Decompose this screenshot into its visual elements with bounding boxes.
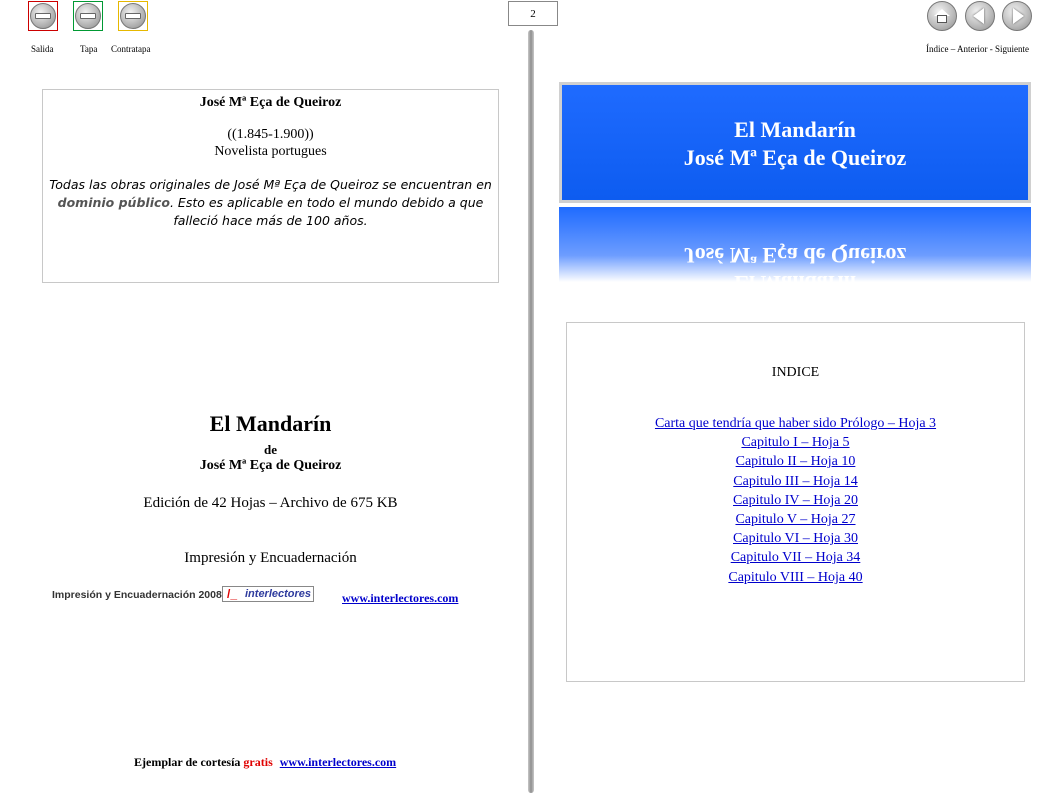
tapa-button[interactable] <box>73 1 103 31</box>
footer-link[interactable]: www.interlectores.com <box>279 755 397 769</box>
index-item-capitulo-1[interactable]: Capitulo I – Hoja 5 <box>741 435 850 451</box>
author-role: Novelista portugues <box>214 144 327 159</box>
banner-author: José Mª Eça de Queiroz <box>683 145 907 170</box>
footer-courtesy: Ejemplar de cortesía gratis www.interlectores.com <box>134 755 397 769</box>
minus-icon <box>120 3 146 29</box>
previous-button[interactable] <box>965 1 995 31</box>
index-item-capitulo-6[interactable]: Capitulo VI – Hoja 30 <box>733 531 858 547</box>
minus-icon <box>75 3 101 29</box>
index-item-capitulo-4[interactable]: Capitulo IV – Hoja 20 <box>733 492 858 508</box>
logo-text: Impresión y Encuadernación 2008 <box>52 589 222 601</box>
next-button[interactable] <box>1002 1 1032 31</box>
slash-icon: /_ <box>227 587 238 601</box>
arrow-left-icon <box>973 8 984 24</box>
logo-brand: interlectores <box>245 588 312 600</box>
index-item-prologo[interactable]: Carta que tendría que haber sido Prólogo – Hoja 3 <box>654 416 937 431</box>
banner-reflection <box>559 207 1031 296</box>
book-de: de <box>264 442 277 457</box>
banner-title: El Mandarín <box>734 117 856 142</box>
salida-button[interactable] <box>28 1 58 31</box>
index-box <box>566 322 1025 682</box>
home-icon <box>935 9 949 23</box>
edition-info: Edición de 42 Hojas – Archivo de 675 KB <box>143 495 398 511</box>
arrow-right-icon <box>1013 8 1024 24</box>
index-list <box>567 414 1024 587</box>
index-item-capitulo-7[interactable]: Capitulo VII – Hoja 34 <box>730 550 861 566</box>
reflection-author: José Mª Eça de Queiroz <box>683 243 907 268</box>
public-domain-notice: Todas las obras originales de José Mª Eça de Queiroz se encuentran en dominio público. Esto es aplicable en todo el mundo debido a que falleció hace más de 100 años. <box>49 177 492 228</box>
interlectores-logo <box>52 586 322 606</box>
index-item-capitulo-3[interactable]: Capitulo III – Hoja 14 <box>733 473 858 489</box>
reflection-title: El Mandarín <box>734 271 856 296</box>
free-label: gratis <box>243 755 273 769</box>
public-domain-term: dominio público <box>57 195 170 210</box>
minus-icon <box>30 3 56 29</box>
printing-heading: Impresión y Encuadernación <box>184 550 357 566</box>
salida-label[interactable]: Salida <box>31 44 54 54</box>
index-item-capitulo-2[interactable]: Capitulo II – Hoja 10 <box>735 454 856 470</box>
index-heading: INDICE <box>771 365 820 380</box>
logo-brand-box <box>222 586 314 602</box>
index-item-capitulo-8[interactable]: Capitulo VIII – Hoja 40 <box>728 569 863 585</box>
index-home-button[interactable] <box>927 1 957 31</box>
page-number: 2 <box>508 1 558 26</box>
right-nav-label[interactable]: Índice – Anterior - Siguiente <box>926 44 1029 54</box>
page-divider <box>528 30 534 793</box>
contratapa-label[interactable]: Contratapa <box>111 44 151 54</box>
book-author: José Mª Eça de Queiroz <box>199 458 342 473</box>
contratapa-button[interactable] <box>118 1 148 31</box>
author-info-box <box>42 89 499 283</box>
title-banner <box>559 82 1031 203</box>
author-dates: ((1.845-1.900)) <box>227 127 314 142</box>
book-title: El Mandarín <box>209 411 332 436</box>
author-name: José Mª Eça de Queiroz <box>199 95 342 110</box>
index-item-capitulo-5[interactable]: Capitulo V – Hoja 27 <box>735 512 856 528</box>
tapa-label[interactable]: Tapa <box>80 44 98 54</box>
interlectores-link[interactable]: www.interlectores.com <box>342 591 459 605</box>
